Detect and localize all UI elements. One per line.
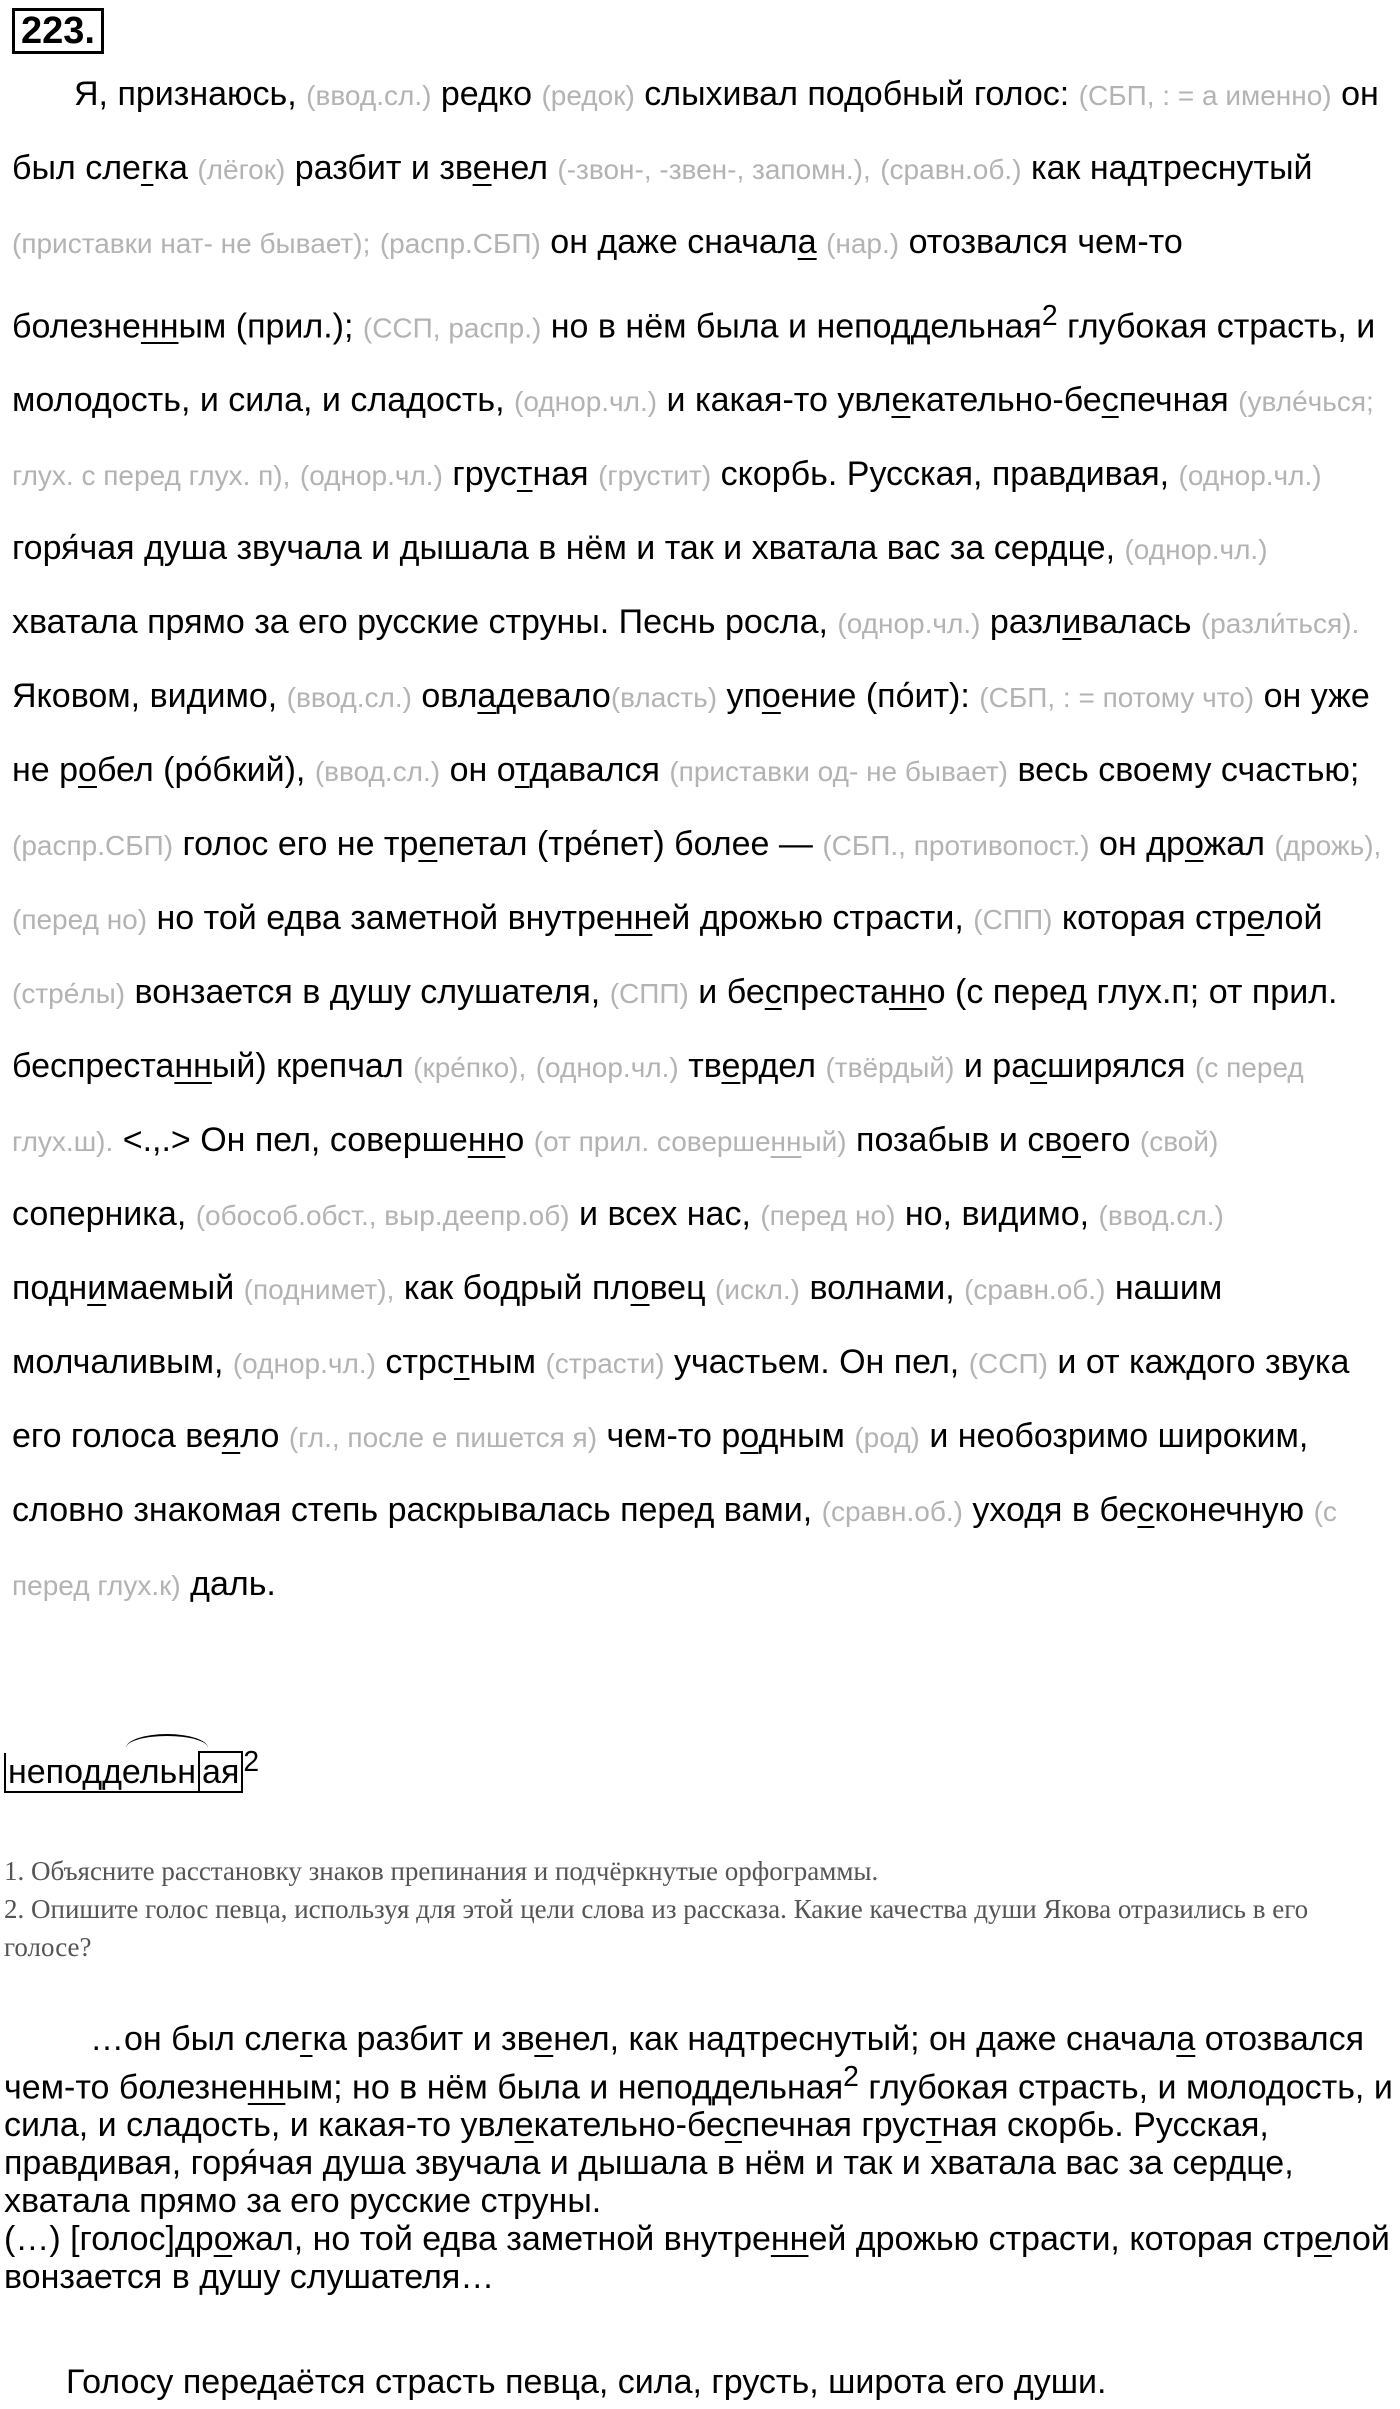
text-fragment: печная [1118, 381, 1229, 420]
text-fragment: девало [496, 677, 611, 716]
text-fragment: участьем. Он пел, [674, 1343, 960, 1382]
text-fragment: ение (по́ит): [780, 677, 970, 716]
text-fragment: слыхивал подобный голос: [644, 75, 1070, 113]
underlined-orthogram: нн [140, 307, 179, 346]
text-fragment: даль. [190, 1565, 276, 1604]
text-fragment: треснутый [1147, 149, 1313, 187]
text-fragment: жал [1203, 825, 1265, 864]
answer-fragment: (…) [голос]др [4, 2220, 214, 2259]
text-fragment: уходя в бе [972, 1491, 1138, 1530]
grammar-note: (СПП) [973, 904, 1053, 936]
text-fragment: он о [449, 751, 515, 790]
text-fragment: нашим молчаливым, [12, 1269, 1223, 1382]
answer-fragment: глубокая страсть, и молодость, и сила, и сладость, и какая-то увл [4, 2068, 1393, 2145]
underlined-orthogram: и [87, 1269, 107, 1308]
grammar-note: (сравн.об.) [880, 154, 1022, 185]
text-fragment: ширялся [1047, 1047, 1186, 1086]
grammar-note: (с перед глух.к) [12, 1496, 1337, 1602]
grammar-note: (распр.СБП) [379, 228, 541, 259]
underlined-orthogram: я [221, 1417, 241, 1456]
grammar-note: (СПП) [609, 978, 689, 1010]
text-fragment: разл [989, 603, 1063, 642]
answer-paragraph [4, 2220, 1396, 2296]
underlined-orthogram: о [1062, 1121, 1081, 1160]
grammar-note [534, 1126, 847, 1157]
text-fragment: отозвался чем-то болезне [12, 223, 1183, 346]
note-fragment: (от прил. соверше [533, 1126, 771, 1158]
underlined-orthogram: о [630, 1269, 650, 1308]
underlined-orthogram: а [1176, 2020, 1196, 2058]
exercise-number: 223. [12, 8, 104, 54]
task-item: 1. Объясните расстановку знаков препинания и подчёркнутые орфограммы. [4, 1856, 879, 1886]
text-fragment: ей дрожью страсти, [652, 899, 964, 938]
analysis-ending: ая [198, 1751, 243, 1793]
answer-fragment: нел, как на [553, 2020, 726, 2058]
answer-fragment: ым; но в нём была и неподдельная [285, 2068, 844, 2107]
underlined-orthogram: нн [889, 973, 927, 1012]
underlined-orthogram: т [514, 751, 530, 790]
grammar-note: (с перед глух.ш). [12, 1052, 1304, 1158]
text-fragment: и бе [698, 973, 765, 1012]
text-fragment: ка [153, 149, 188, 187]
answer-fragment: печная грус [741, 2106, 926, 2145]
underlined-orthogram: о [78, 751, 97, 790]
grammar-note: (увлéчься; глух. с перед глух. п), [12, 386, 1374, 492]
text-fragment: дным [758, 1417, 845, 1456]
text-fragment: ным [469, 1343, 537, 1382]
text-fragment: давался [529, 751, 660, 790]
grammar-note: (кре́пко), [413, 1052, 527, 1084]
text-fragment: но в нём была и неподдельная [550, 307, 1042, 346]
text-fragment: но той едва заметной внутре [156, 899, 615, 938]
grammar-note: (перед но) [760, 1200, 896, 1232]
note-underline: нн [770, 1126, 802, 1158]
grammar-note: (однор.чл.) [837, 608, 981, 640]
exercise-text [12, 58, 1400, 1622]
text-fragment: которая стр [1061, 899, 1247, 938]
text-fragment: он даже сначал [550, 223, 798, 261]
grammar-note: (-звон-, -звен-, запомн.), [557, 154, 871, 185]
grammar-note: (твёрдый) [825, 1052, 955, 1084]
underlined-orthogram: е [891, 381, 911, 420]
underlined-orthogram: нн [174, 1047, 212, 1086]
task-list [4, 1852, 1396, 1966]
underlined-orthogram: е [534, 2020, 554, 2058]
text-fragment: и всех нас, [579, 1195, 751, 1234]
text-fragment: подн [12, 1269, 88, 1308]
text-fragment: как бодрый пл [403, 1269, 631, 1308]
grammar-note: (ССП, распр.) [362, 312, 542, 344]
grammar-note: (однор.чл.) [514, 386, 658, 418]
underlined-orthogram: о [1184, 825, 1204, 864]
text-fragment: весь своему счастью; [1017, 751, 1360, 790]
answer-fragment: …он был сле [90, 2020, 301, 2058]
underlined-orthogram: д [477, 75, 498, 113]
grammar-note: (искл.) [715, 1274, 801, 1306]
underlined-orthogram: е [721, 1047, 741, 1086]
text-fragment: ре [440, 75, 478, 113]
conclusion-text: Голосу передаётся страсть певца, сила, грусть, широта его души. [66, 2363, 1107, 2401]
underlined-orthogram: с [724, 2106, 742, 2145]
grammar-note: (СБП, : = а именно) [1078, 80, 1332, 111]
underlined-orthogram: г [140, 149, 154, 187]
text-fragment: его [1080, 1121, 1131, 1160]
underlined-orthogram: д [1127, 149, 1148, 187]
grammar-note: (ввод.сл.) [286, 682, 412, 714]
text-fragment: конечную [1154, 1491, 1305, 1530]
answer-fragment: кательно-бе [533, 2106, 725, 2145]
text-fragment: ко [497, 75, 532, 113]
grammar-note: (однор.чл.) [1178, 460, 1322, 492]
text-fragment: разбит и зв [294, 149, 473, 187]
answer-fragment: ка разбит и зв [312, 2020, 535, 2058]
text-fragment: грус [452, 455, 517, 494]
underlined-orthogram: е [418, 825, 438, 864]
grammar-note: (приставки нат- не бывает); [12, 228, 371, 259]
text-fragment: овл [421, 677, 478, 716]
underlined-orthogram: т [453, 1343, 470, 1382]
grammar-note: (поднимет), [243, 1274, 395, 1306]
underlined-orthogram: е [472, 149, 492, 187]
grammar-note: (перед но) [12, 904, 148, 936]
text-fragment: и от каждого звука его голоса ве [12, 1343, 1350, 1456]
text-fragment: кательно-бе [910, 381, 1102, 420]
text-fragment: но, видимо, [904, 1195, 1090, 1234]
grammar-note: (гл., после е пишется я) [288, 1422, 598, 1454]
text-fragment: рдел [740, 1047, 816, 1086]
text-fragment: <.,.> Он пел, соверше [122, 1121, 468, 1160]
grammar-note: (грустит) [598, 460, 712, 492]
text-fragment: о [505, 1121, 525, 1160]
underlined-orthogram: с [1101, 381, 1119, 420]
underlined-orthogram: д [725, 2020, 745, 2058]
underlined-orthogram: о [213, 2220, 233, 2259]
grammar-note: (однор.чл.) [535, 1052, 679, 1084]
grammar-note: (ССП) [968, 1348, 1048, 1380]
text-fragment: хватала прямо за его русские струны. Песнь росла, [12, 603, 828, 642]
underlined-orthogram: о [740, 1417, 759, 1456]
text-fragment: он уже не р [12, 677, 1370, 790]
text-fragment: уп [726, 677, 762, 716]
grammar-note: (страсти) [545, 1348, 665, 1380]
grammar-note: (однор.чл.) [232, 1348, 376, 1380]
answer-fragment: ная скорбь. Русская, правдивая, горя́чая душа звучала и дышала в нём и так и хватала вас за сердце, хватала прямо за его русские струны. [4, 2106, 1294, 2221]
text-fragment: нел [491, 149, 548, 187]
underlined-orthogram: е [514, 2106, 534, 2145]
underlined-orthogram: е [1314, 2220, 1332, 2259]
text-fragment: ый) крепчал [211, 1047, 404, 1086]
underlined-orthogram: и [1062, 603, 1082, 642]
text-fragment: глубокая страсть, и молодость, и сила, и сладость, [12, 307, 1376, 420]
text-fragment: преста [781, 973, 890, 1012]
underlined-orthogram: с [1030, 1047, 1048, 1086]
underlined-orthogram: г [300, 2020, 313, 2058]
text-fragment: стрс [385, 1343, 454, 1382]
grammar-note: (разли́ться). [1200, 608, 1360, 640]
underlined-orthogram: с [764, 973, 782, 1012]
text-fragment: позабыв и св [856, 1121, 1063, 1160]
text-fragment: и какая-то увл [666, 381, 892, 420]
grammar-note: (редок) [541, 80, 635, 111]
answer-fragment: треснутый; он даже сначал [744, 2020, 1177, 2058]
text-fragment: он др [1099, 825, 1185, 864]
answer-fragment: жал, но той едва заметной внутре [232, 2220, 771, 2259]
text-fragment: голос его не тр [182, 825, 419, 864]
underlined-orthogram: о [761, 677, 781, 716]
answer-paragraph [4, 2020, 1396, 2220]
answer-fragment: отозвался чем-то болезне [4, 2020, 1365, 2107]
task-item: 2. Опишите голос певца, используя для этой цели слова из рассказа. Какие качества души Якова отразились в его голосе? [4, 1894, 1309, 1962]
text-fragment: бел (ро́бкий), [96, 751, 306, 790]
grammar-note: (дрожь), [1274, 830, 1382, 862]
text-fragment: вец [649, 1269, 706, 1308]
grammar-note: (СБП., противопост.) [822, 830, 1090, 862]
underlined-orthogram: нн [770, 2220, 809, 2259]
answer-fragment: ей дрожью страсти, которая стр [808, 2220, 1315, 2259]
text-fragment: волнами, [809, 1269, 955, 1308]
grammar-note: (СБП, : = потому что) [979, 682, 1255, 714]
text-fragment: и необозримо широким, словно знакомая степь раскрывалась перед вами, [12, 1417, 1309, 1530]
text-fragment: вонзается в душу слушателя, [134, 973, 601, 1012]
text-fragment: ная [532, 455, 589, 494]
underlined-orthogram: а [477, 677, 497, 716]
footnote-mark: 2 [843, 2061, 859, 2093]
text-fragment: Я, признаюсь, [74, 75, 297, 113]
text-fragment: маемый [106, 1269, 235, 1308]
footnote-mark: 2 [1041, 300, 1058, 332]
analysis-stem: неподдельн [4, 1753, 198, 1793]
text-fragment: тв [688, 1047, 722, 1086]
text-fragment: соперника, [12, 1195, 187, 1234]
grammar-note: (сравн.об.) [821, 1496, 963, 1528]
analysis-footnote-mark: 2 [243, 1746, 260, 1778]
underlined-orthogram: а [797, 223, 817, 261]
grammar-note: (нар.) [826, 228, 900, 259]
grammar-note: (ввод.сл.) [306, 80, 432, 111]
underlined-orthogram: нн [614, 899, 653, 938]
underlined-orthogram: е [1246, 899, 1265, 938]
word-morphemic-analysis [4, 1746, 259, 1792]
grammar-note: (распр.СБП) [12, 830, 174, 862]
text-fragment: скорбь. Русская, правдивая, [720, 455, 1170, 494]
text-fragment: ым (прил.); [178, 307, 354, 346]
answer-fragment: лой вонзается в душу слушателя… [4, 2220, 1390, 2297]
underlined-orthogram: т [516, 455, 533, 494]
underlined-orthogram: с [1137, 1491, 1155, 1530]
answer-block [4, 2020, 1396, 2296]
root-arc-mark [126, 1734, 208, 1762]
grammar-note: (однор.чл.) [1124, 534, 1268, 566]
note-fragment: ый) [801, 1126, 847, 1158]
grammar-note: (власть) [610, 682, 718, 714]
underlined-orthogram: нн [467, 1121, 506, 1160]
underlined-orthogram: т [925, 2106, 942, 2145]
grammar-note: (приставки од- не бывает) [669, 756, 1008, 788]
text-fragment: Яковом, видимо, [12, 677, 278, 716]
grammar-note: (род) [854, 1422, 920, 1454]
grammar-note: (однор.чл.) [299, 460, 443, 492]
grammar-note: (сравн.об.) [964, 1274, 1106, 1306]
text-fragment: горя́чая душа звучала и дышала в нём и так и хватала вас за сердце, [12, 529, 1116, 568]
grammar-note: (обособ.обст., выр.деепр.об) [195, 1200, 570, 1232]
text-fragment: чем-то р [606, 1417, 741, 1456]
text-fragment: валась [1081, 603, 1192, 642]
grammar-note: (ввод.сл.) [1098, 1200, 1224, 1232]
text-fragment: ло [240, 1417, 280, 1456]
text-fragment: он был сле [12, 75, 1379, 187]
grammar-note: (свой) [1139, 1126, 1219, 1158]
grammar-note: (стре́лы) [12, 978, 126, 1010]
grammar-note: (лёгок) [197, 154, 286, 185]
grammar-note: (ввод.сл.) [314, 756, 441, 788]
underlined-orthogram: нн [247, 2068, 286, 2107]
text-fragment: лой [1264, 899, 1323, 938]
text-fragment: о (с перед глух.п; от прил. беспреста [12, 973, 1338, 1086]
text-fragment: петал (тре́пет) более — [437, 825, 813, 864]
text-fragment: и ра [963, 1047, 1031, 1086]
text-fragment: как на [1030, 149, 1128, 187]
